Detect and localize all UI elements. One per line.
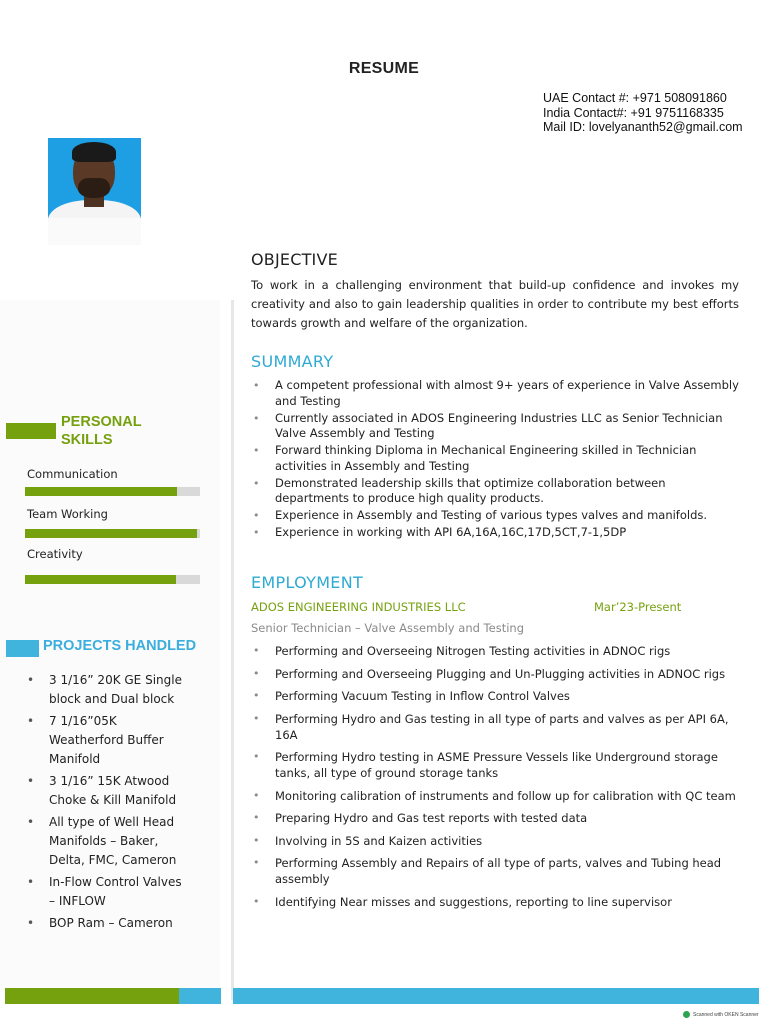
footer-blue-bar-right — [233, 988, 759, 1004]
list-item: • Experience in Assembly and Testing of various types valves and manifolds. — [253, 508, 743, 524]
employment-dates: Mar’23-Present — [594, 600, 682, 614]
list-item: • Performing and Overseeing Nitrogen Testing activities in ADNOC rigs — [253, 643, 751, 659]
job-role: Senior Technician – Valve Assembly and Testing — [251, 621, 524, 635]
list-item: • Performing and Overseeing Plugging and Un-Plugging activities in ADNOC rigs — [253, 666, 751, 682]
list-item: • Identifying Near misses and suggestions, reporting to line supervisor — [253, 894, 751, 910]
uae-contact: UAE Contact #: +971 508091860 — [543, 91, 727, 105]
list-item: • Demonstrated leadership skills that optimize collaboration between departments to produce high quality products. — [253, 476, 743, 507]
list-item: • In-Flow Control Valves – INFLOW — [27, 873, 187, 911]
photo-hair — [72, 142, 116, 162]
contact-block — [543, 91, 743, 135]
summary-heading: SUMMARY — [251, 352, 334, 371]
list-item: • Preparing Hydro and Gas test reports with tested data — [253, 810, 751, 826]
personal-skills-heading: PERSONAL SKILLS — [61, 414, 142, 448]
skill-bar-team-working — [25, 529, 200, 538]
skill-label-team-working: Team Working — [27, 507, 108, 521]
list-item: • Performing Hydro and Gas testing in all type of parts and valves as per API 6A, 16A — [253, 711, 751, 743]
projects-list — [27, 671, 187, 936]
list-item: • Experience in working with API 6A,16A,16C,17D,5CT,7-1,5DP — [253, 525, 743, 541]
list-item: • Currently associated in ADOS Engineering Industries LLC as Senior Technician Valve Assembly and Testing — [253, 411, 743, 442]
photo-fade — [48, 218, 141, 245]
employment-heading: EMPLOYMENT — [251, 573, 364, 592]
list-item: • Involving in 5S and Kaizen activities — [253, 833, 751, 849]
vertical-divider — [231, 300, 234, 1000]
list-item: • 3 1/16” 20K GE Single block and Dual block — [27, 671, 187, 709]
summary-list — [253, 378, 743, 542]
projects-accent-bar — [6, 640, 39, 657]
objective-text: To work in a challenging environment that build-up confidence and invokes my creativity and also to gain leadership qualities in order to contribute my best efforts towards growth and welfare of the organization. — [251, 278, 739, 330]
projects-heading: PROJECTS HANDLED — [43, 638, 197, 654]
resume-title: RESUME — [348, 60, 420, 77]
skill-fill — [25, 575, 176, 584]
company-name: ADOS ENGINEERING INDUSTRIES LLC — [251, 600, 466, 614]
list-item: • 3 1/16” 15K Atwood Choke & Kill Manifold — [27, 772, 187, 810]
scanner-watermark — [683, 1011, 759, 1018]
skill-bar-creativity — [25, 575, 200, 584]
skill-fill — [25, 529, 197, 538]
scanner-logo-icon — [683, 1011, 690, 1018]
india-contact: India Contact#: +91 9751168335 — [543, 105, 724, 120]
list-item: • All type of Well Head Manifolds – Baker, Delta, FMC, Cameron — [27, 813, 187, 870]
photo-beard — [78, 178, 110, 198]
list-item: • Forward thinking Diploma in Mechanical Engineering skilled in Technician activities in Assembly and Testing — [253, 443, 743, 474]
list-item: • Performing Vacuum Testing in Inflow Control Valves — [253, 688, 751, 704]
mail-id: Mail ID: lovelyananth52@gmail.com — [543, 120, 743, 134]
list-item: • Performing Assembly and Repairs of all type of parts, valves and Tubing head assembly — [253, 855, 751, 887]
footer-blue-bar-left — [179, 988, 221, 1004]
skill-label-communication: Communication — [27, 467, 118, 481]
footer-green-bar — [5, 988, 179, 1004]
personal-skills-accent-bar — [6, 423, 56, 439]
skill-label-creativity: Creativity — [27, 547, 83, 561]
list-item: • Monitoring calibration of instruments and follow up for calibration with QC team — [253, 788, 751, 804]
list-item: • 7 1/16”05K Weatherford Buffer Manifold — [27, 712, 187, 769]
skill-bar-communication — [25, 487, 200, 496]
list-item: • Performing Hydro testing in ASME Pressure Vessels like Underground storage tanks, all type of ground storage tanks — [253, 749, 751, 781]
list-item: • BOP Ram – Cameron — [27, 914, 187, 933]
list-item: • A competent professional with almost 9+ years of experience in Valve Assembly and Testing — [253, 378, 743, 409]
employment-list — [253, 643, 751, 916]
objective-heading: OBJECTIVE — [251, 250, 338, 269]
profile-photo — [48, 138, 141, 245]
skill-fill — [25, 487, 177, 496]
scanner-text: Scanned with OKEN Scanner — [693, 1011, 759, 1018]
